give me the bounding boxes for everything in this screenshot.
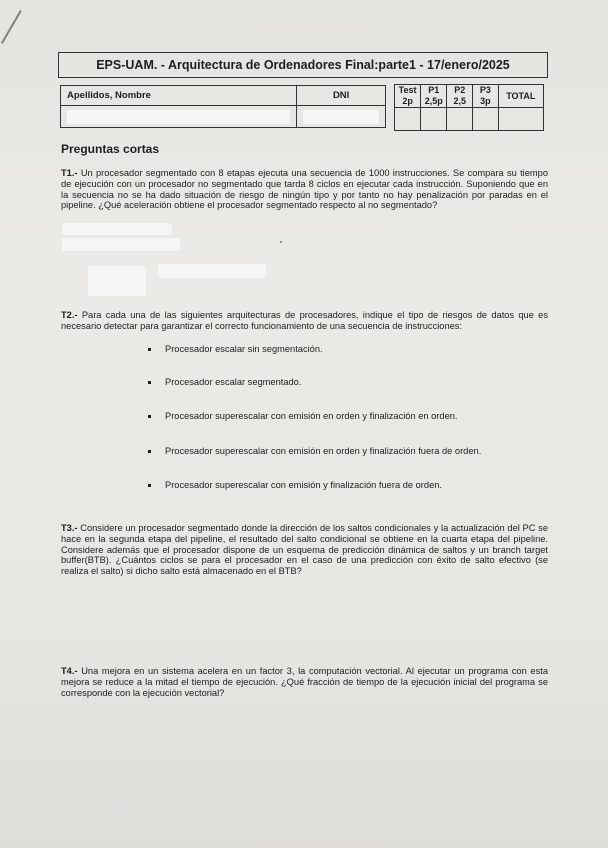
grade-header-p2: P2 2,5 [447,85,473,108]
paper-speck [280,241,282,243]
question-t2-label: T2.- [61,310,78,320]
redacted-dni [303,110,379,124]
list-item: Procesador superescalar con emisión y finalización fuera de orden. [148,480,442,490]
student-info-table [60,85,386,128]
grades-table [394,84,544,131]
grade-cell-test[interactable] [395,108,421,131]
dni-label: DNI [297,86,386,106]
question-t4-label: T4.- [61,666,78,676]
question-t3-label: T3.- [61,523,78,533]
redacted-answer [62,223,172,235]
grade-header-p1: P1 2,5p [421,85,447,108]
list-item: Procesador escalar sin segmentación. [148,344,323,354]
grade-header-p3: P3 3p [473,85,499,108]
bullet-icon [148,450,151,453]
question-t1-text: Un procesador segmentado con 8 etapas ejecuta una secuencia de 1000 instrucciones. Se compara su tiempo de ejecución con un procesador no segmentado que tarda 8 ciclos en ejecutar cada instrucción. Suponiendo que en la secuencia no se ha dado situación de riesgo de ningún tipo y por tanto no hay penalización por paradas en el pipeline. ¿Qué aceleración obtiene el procesador segmentado respecto al no segmentado? [61,168,548,211]
grade-header-total: TOTAL [498,85,543,108]
name-field[interactable] [61,106,297,128]
list-item: Procesador superescalar con emisión en orden y finalización fuera de orden. [148,446,481,456]
question-t4 [61,666,548,698]
exam-title [58,52,548,78]
question-t2-text: Para cada una de las siguientes arquitecturas de procesadores, indique el tipo de riesgos de datos que es necesario detectar para garantizar el correcto funcionamiento de una secuencia de instrucciones: [61,310,548,331]
grade-cell-p2[interactable] [447,108,473,131]
list-item: Procesador superescalar con emisión en orden y finalización en orden. [148,411,458,421]
question-t1 [61,168,548,211]
bullet-icon [148,484,151,487]
pen-mark [1,10,22,44]
grade-header-test: Test 2p [395,85,421,108]
exam-title-text: EPS-UAM. - Arquitectura de Ordenadores Final:parte1 - 17/enero/2025 [96,58,510,72]
list-item: Procesador escalar segmentado. [148,377,301,387]
redacted-answer [88,266,146,296]
section-title: Preguntas cortas [61,142,160,156]
grade-cell-total[interactable] [498,108,543,131]
question-t3-text: Considere un procesador segmentado donde la dirección de los saltos condicionales y la actualización del PC se hace en la segunda etapa del pipeline, el resultado del salto condicional se obtiene en la cuarta etapa del pipeline. Considere además que el procesador dispone de un esquema de predicción dinámica de saltos y un branch target buffer(BTB). ¿Cuántos ciclos se para el procesador en el caso de una predicción con éxito de salto efectivo (se realiza el salto) si dicho salto está almacenado en el BTB? [61,523,548,577]
grade-cell-p3[interactable] [473,108,499,131]
question-t1-label: T1.- [61,168,78,178]
question-t2 [61,310,548,332]
redacted-answer [62,238,180,251]
question-t3 [61,523,548,577]
name-label: Apellidos, Nombre [61,86,297,106]
redacted-name [67,110,290,124]
redacted-answer [158,264,266,278]
bullet-icon [148,415,151,418]
bullet-icon [148,381,151,384]
question-t4-text: Una mejora en un sistema acelera en un factor 3, la computación vectorial. Al ejecutar un programa con esta mejora se reduce a la mitad el tiempo de ejecución. ¿Qué fracción de tiempo de la ejecución inicial del programa se corresponde con la ejecución vectorial? [61,666,548,698]
bullet-icon [148,348,151,351]
grade-cell-p1[interactable] [421,108,447,131]
dni-field[interactable] [297,106,386,128]
